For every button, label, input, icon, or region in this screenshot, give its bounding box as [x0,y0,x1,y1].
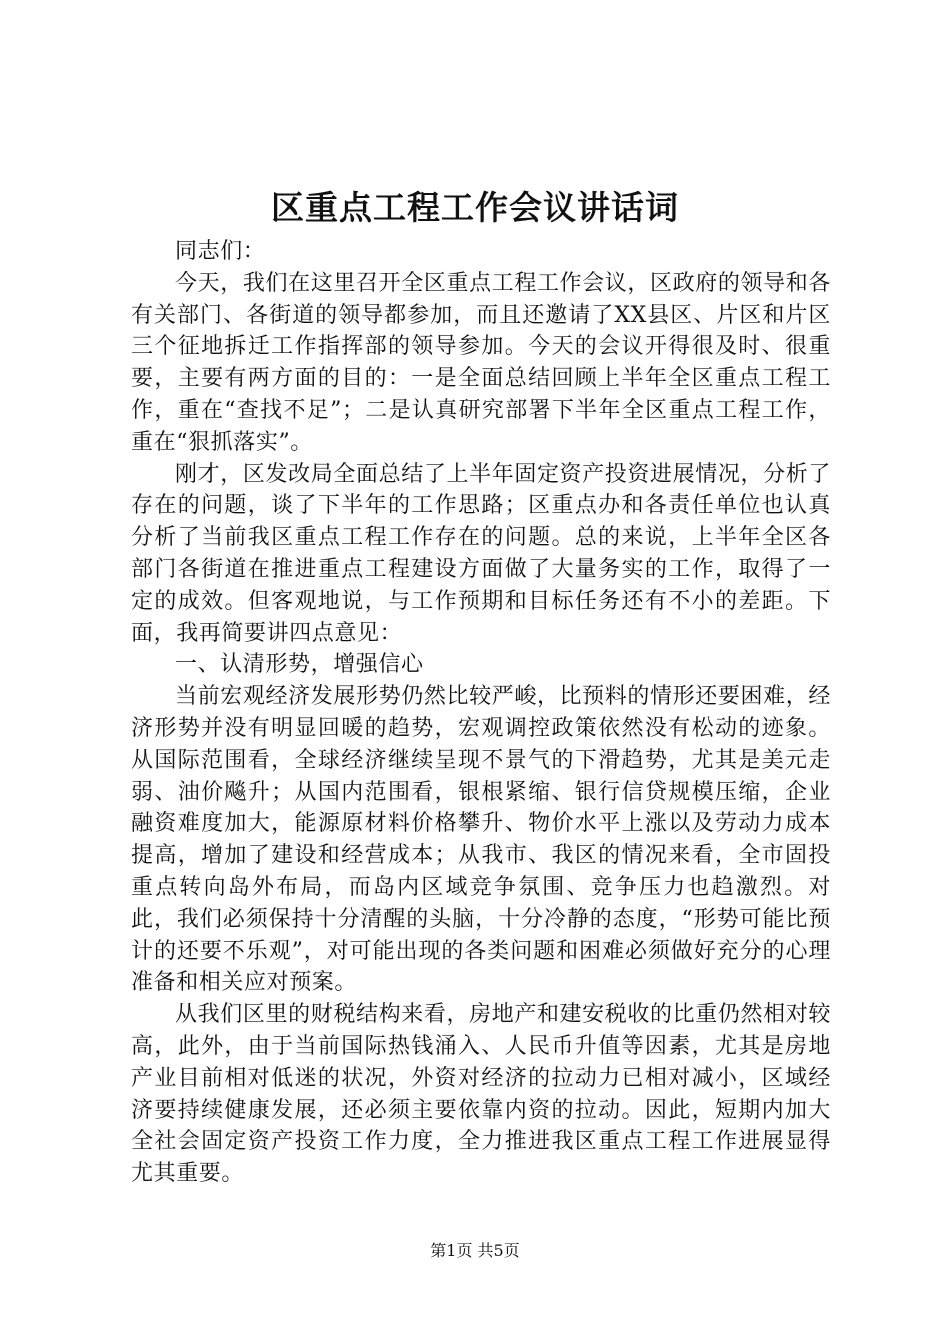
document-title: 区重点工程工作会议讲话词 [271,188,679,227]
section-heading: 一、认清形势，增强信心 [175,652,424,678]
body-paragraph: 从我们区里的财税结构来看，房地产和建安税收的比重仍然相对较高，此外，由于当前国际热钱涌入、人民币升值等因素，尤其是房地产业目前相对低迷的状况，外资对经济的拉动力已相对减小，区域经济要持续健康发展，还必须主要依靠内资的拉动。因此，短期内加大全社会固定资产投资工作力度，全力推进我区重点工程工作进展显得尤其重要。 [131,1002,831,1187]
document-body [131,236,831,1190]
body-paragraph: 今天，我们在这里召开全区重点工程工作会议，区政府的领导和各有关部门、各街道的领导都参加，而且还邀请了XX县区、片区和片区三个征地拆迁工作指挥部的领导参加。今天的会议开得很及时、很重要，主要有两方面的目的：一是全面总结回顾上半年全区重点工程工作，重在“查找不足”；二是认真研究部署下半年全区重点工程工作，重在“狠抓落实”。 [131,270,831,455]
body-paragraph: 当前宏观经济发展形势仍然比较严峻，比预料的情形还要困难，经济形势并没有明显回暖的趋势，宏观调控政策依然没有松动的迹象。从国际范围看，全球经济继续呈现不景气的下滑趋势，尤其是美元走弱、油价飚升；从国内范围看，银根紧缩、银行信贷规模压缩，企业融资难度加大，能源原材料价格攀升、物价水平上涨以及劳动力成本提高，增加了建设和经营成本；从我市、我区的情况来看，全市固投重点转向岛外布局，而岛内区域竞争氛围、竞争压力也趋激烈。对此，我们必须保持十分清醒的头脑，十分冷静的态度，“形势可能比预计的还要不乐观”，对可能出现的各类问题和困难必须做好充分的心理准备和相关应对预案。 [131,684,831,996]
body-paragraph: 刚才，区发改局全面总结了上半年固定资产投资进展情况，分析了存在的问题，谈了下半年的工作思路；区重点办和各责任单位也认真分析了当前我区重点工程工作存在的问题。总的来说，上半年全区各部门各街道在推进重点工程建设方面做了大量务实的工作，取得了一定的成效。但客观地说，与工作预期和目标任务还有不小的差距。下面，我再简要讲四点意见： [131,461,831,646]
salutation-paragraph: 同志们： [175,239,266,264]
page-number-footer: 第1页 共5页 [430,1241,520,1260]
